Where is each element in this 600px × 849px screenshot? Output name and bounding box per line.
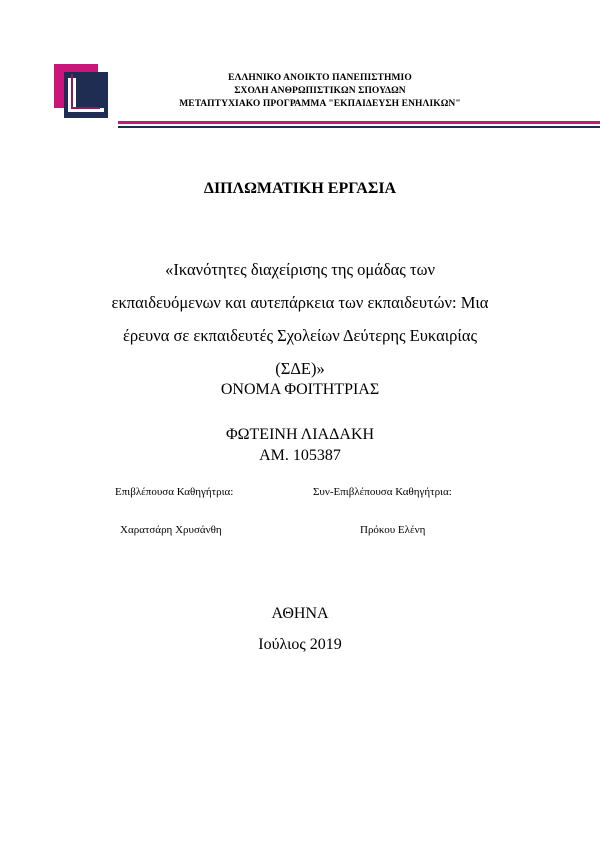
student-block	[0, 424, 600, 466]
university-name: ΕΛΛΗΝΙΚΟ ΑΝΟΙΚΤΟ ΠΑΝΕΠΙΣΤΗΜΙΟ	[228, 73, 412, 83]
student-name: ΦΩΤΕΙΝΗ ΛΙΑΔΑΚΗ	[225, 426, 375, 443]
header-rule-navy	[118, 126, 600, 128]
school-name: ΣΧΟΛΗ ΑΝΘΡΩΠΙΣΤΙΚΩΝ ΣΠΟΥΔΩΝ	[234, 86, 406, 96]
thesis-title-line: έρευνα σε εκπαιδευτές Σχολείων Δεύτερης Ευκαιρίας	[122, 326, 478, 345]
co-supervisor-label: Συν-Επιβλέπουσα Καθηγήτρια:	[313, 486, 452, 498]
program-name: ΜΕΤΑΠΤΥΧΙΑΚΟ ΠΡΟΓΡΑΜΜΑ "ΕΚΠΑΙΔΕΥΣΗ ΕΝΗΛΙΚΩΝ"	[179, 99, 461, 109]
student-id: ΑΜ. 105387	[259, 447, 341, 464]
document-type: ΔΙΠΛΩΜΑΤΙΚΗ ΕΡΓΑΣΙΑ	[203, 180, 397, 197]
institution-header	[120, 72, 520, 111]
student-name-label: ΟΝΟΜΑ ΦΟΙΤΗΤΡΙΑΣ	[220, 381, 380, 398]
date: Ιούλιος 2019	[258, 636, 342, 653]
thesis-title-line: «Ικανότητες διαχείρισης της ομάδας των	[165, 260, 435, 279]
university-logo-icon	[54, 64, 108, 118]
thesis-title-line: (ΣΔΕ)»	[275, 359, 325, 378]
logo-graphic	[54, 64, 108, 118]
supervisor-name: Χαρατσάρη Χρυσάνθη	[120, 524, 222, 536]
header-rule-pink	[118, 121, 600, 124]
thesis-title	[70, 253, 530, 385]
thesis-title-line: εκπαιδευόμενων και αυτεπάρκεια των εκπαιδευτών: Μια	[111, 293, 489, 312]
supervisor-label: Επιβλέπουσα Καθηγήτρια:	[115, 486, 234, 498]
place: ΑΘΗΝΑ	[271, 605, 329, 622]
co-supervisor-name: Πρόκου Ελένη	[360, 524, 426, 536]
